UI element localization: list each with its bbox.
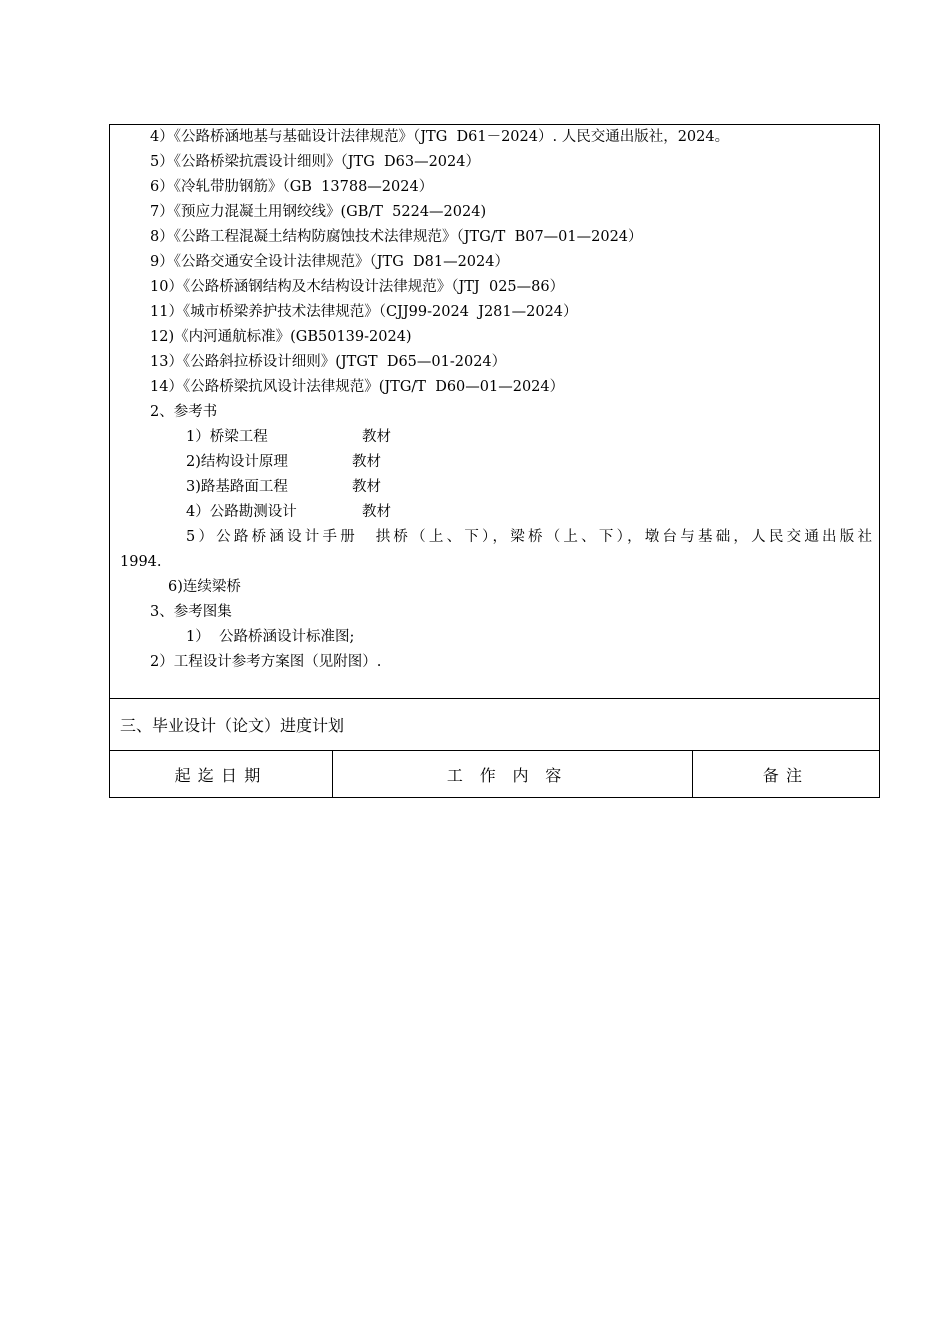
- book-title: 3)路基路面工程: [186, 479, 288, 495]
- header-date: 起迄日期: [110, 751, 333, 797]
- reference-item: 11）《城市桥梁养护技术法律规范》（CJJ99-2024 J281—2024）: [150, 304, 578, 320]
- atlas-item: 2）工程设计参考方案图（见附图）.: [150, 654, 382, 670]
- reference-item: 5）《公路桥梁抗震设计细则》（JTG D63—2024）: [150, 154, 480, 170]
- section-title: 三、毕业设计（论文）进度计划: [110, 698, 879, 750]
- header-content: 工作内容: [333, 751, 693, 797]
- atlas-heading: 3、参考图集: [150, 604, 232, 620]
- reference-item: 14）《公路桥梁抗风设计法律规范》(JTG/T D60—01—2024）: [150, 379, 565, 395]
- reference-item: 13）《公路斜拉桥设计细则》(JTGT D65—01-2024）: [150, 354, 507, 370]
- schedule-header-row: [110, 750, 879, 797]
- atlas-item: 1） 公路桥涵设计标准图;: [186, 629, 355, 645]
- book-title: 2)结构设计原理: [186, 454, 288, 470]
- book-type: 教材: [352, 454, 381, 470]
- reference-item: 9）《公路交通安全设计法律规范》（JTG D81—2024）: [150, 254, 509, 270]
- book-title: 1）桥梁工程: [186, 429, 268, 445]
- reference-item: 12)《内河通航标准》(GB50139-2024): [150, 329, 412, 345]
- book-5-year: 1994.: [120, 554, 162, 570]
- references-cell: [110, 125, 879, 698]
- book-type: 教材: [362, 429, 391, 445]
- header-remarks: 备注: [762, 765, 810, 785]
- reference-item: 4）《公路桥涵地基与基础设计法律规范》（JTG D61－2024）. 人民交通出版社，2024。: [150, 129, 730, 145]
- book-5-line: 5）公路桥涵设计手册 拱桥（上、下），梁桥（上、下），墩台与基础，人民交通出版社: [186, 529, 872, 545]
- books-heading: 2、参考书: [150, 404, 218, 420]
- reference-item: 8）《公路工程混凝土结构防腐蚀技术法律规范》（JTG/T B07—01—2024）: [150, 229, 643, 245]
- reference-item: 10）《公路桥涵钢结构及木结构设计法律规范》（JTJ 025—86）: [150, 279, 565, 295]
- document-table: [109, 124, 880, 798]
- book-type: 教材: [362, 504, 391, 520]
- book-type: 教材: [352, 479, 381, 495]
- reference-item: 7）《预应力混凝土用钢绞线》(GB/T 5224—2024): [150, 204, 487, 220]
- book-6: 6)连续梁桥: [168, 579, 241, 595]
- reference-item: 6）《冷轧带肋钢筋》（GB 13788—2024）: [150, 179, 434, 195]
- book-title: 4）公路勘测设计: [186, 504, 297, 520]
